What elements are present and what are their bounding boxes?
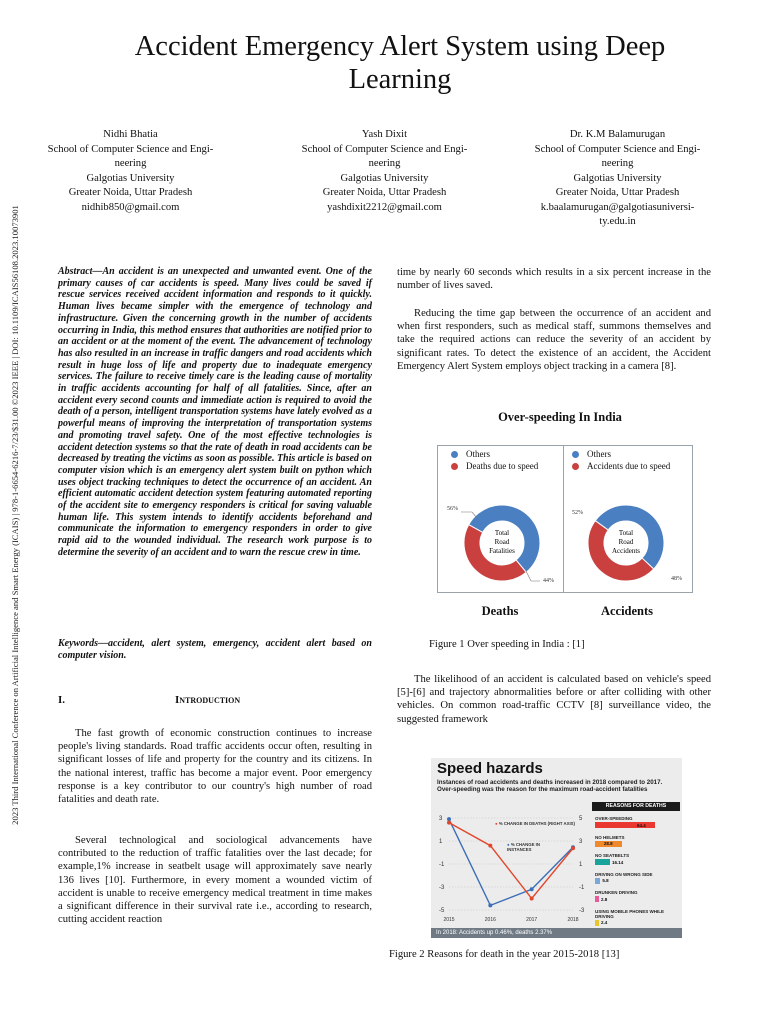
author-name: Yash Dixit [361,129,408,140]
center-label-line: Fatalities [489,547,515,555]
paper-title: Accident Emergency Alert System using Deep Learning [134,31,666,95]
right-axis-tick: 3 [579,839,583,845]
intro-paragraph-2: Several technological and sociological advancements have contributed to the reduction of traffic fatalities over the last decade; for example,1% increase in seatbelt usage will approximately save nearly 136 lives [10]. Furthermore, in every moment a wounded victim of accident is unable to receive emergency medical treatment in time makes a significant difference in their survival rate i.e., according to research, cutting accident reaction [58,835,372,926]
left-axis-tick: 1 [439,839,443,845]
figure-footnote: In 2018: Accidents up 0.46%, deaths 2.37% [431,928,682,938]
author-block-2 [287,128,482,215]
center-label-line: Accidents [612,547,640,555]
author-school-line1: School of Computer Science and Engi- [301,143,468,155]
left-axis-tick: -3 [439,885,445,891]
author-name: Nidhi Bhatia [103,129,158,140]
right-paragraph-1: time by nearly 60 seconds which results in a six percent increase in the number of lives saved. [397,267,711,292]
figure-1-caption: Figure 1 Over speeding in India : [1] [429,639,585,650]
series-point [571,846,575,850]
reason-row [595,853,681,865]
reason-bar [595,859,610,865]
x-axis-tick: 2018 [567,917,579,923]
reason-value: 28.8 [603,841,613,846]
conference-side-note: 2023 Third International Conference on Artificial Intelligence and Smart Energy (ICAIS) | 978-1-6654-6216-7/23/$31.00 ©2023 IEEE | DOI: 10.1109/ICAIS56108.2023.10073901 [10,205,20,825]
left-axis-tick: -5 [439,908,445,914]
reason-bar-wrap [595,878,681,884]
pie-subtitle-deaths: Deaths [481,604,519,618]
left-axis-tick: 3 [439,816,443,822]
reasons-header: REASONS FOR DEATHS [592,802,680,811]
line-chart [431,808,591,928]
author-city: Greater Noida, Uttar Pradesh [68,187,193,198]
center-label-line: Total [618,529,634,537]
right-paragraph-2: Reducing the time gap between the occurrence of an accident and when first responders, such as medical staff, summons themselves and take the required actions can reduce the severity of an accident by significant rates. To detect the existence of an accident, the Accident Emergency Alert System employs object tracking in a camera [8]. [397,308,711,372]
author-block-1 [33,128,228,215]
reason-row [595,890,681,902]
abstract: Abstract—An accident is an unexpected and unwanted event. One of the primary causes of car accidents is speed. Many lives could be saved if rescue services received accident information and responds to it quickly. Human lives became simpler with the emergence of technology and infrastructure. Given the concerning growth in the number of accidents occurring in India, this method ensures that authorities are notified prior to an accident or at the moment of the event. The advancement of technology has also resulted in an increase in traffic dangers and road accidents which result in huge loss of life and property due to inadequate emergency services. The failure to receive timely care is the leading cause of mortality in traffic accidents accounting for half of all fatalities. Since, after an accident every second counts and immediate action is required to avoid the death of a person, intelligent transportation systems have lately evolved as a powerful means of improving the interpretation of transportation systems and promoting travel safety. One of the most effective technologies is accident detection systems so that the rate of death in road accidents can be decreased by treating the victims as soon as possible. This article is based on computer vision which is an emergency alert system built on python which uses object tracking techniques to detect the occurrence of an accident. An efficient automatic accident detection system featuring automated reporting of the accident site to emergency responders is critical for saving valuable human life. This system intends to identify accidents beforehand and communicate the information to emergency responders in order to give rapid aid to the wounded individual. The research work purpose is to determine the severity of an accident and to warn the rescue crew in time. [58,266,372,558]
reason-label: DRUNKEN DRIVING [595,890,638,895]
right-axis-tick: -3 [579,908,585,914]
figure-title: Speed hazards [437,760,543,777]
pie-leader-lines [437,445,692,592]
right-axis-tick: 1 [579,862,583,868]
intro-paragraph-1: The fast growth of economic construction continues to increase people's living standards. Road traffic accidents occur often, resulting in significant losses of life and property for the country and its citizens. In the national interest, traffic has become a major event. Poor emergency response is a key contributor to our country's high number of road fatalities and death rate. [58,728,372,806]
reason-label: NO SEATBELTS [595,853,630,858]
author-email: k.baalamurugan@galgotiasuniversi- [540,201,695,213]
author-university: Galgotias University [573,172,662,184]
author-university: Galgotias University [340,172,429,184]
author-school-line2: neering [114,158,147,169]
author-email: yashdixit2212@gmail.com [327,201,442,213]
reason-bar-wrap [595,920,681,926]
series-point [488,844,492,848]
series-point [447,821,451,825]
reason-bar [595,920,599,926]
reason-row [595,909,681,926]
series-legend-instances: ● % CHANGE IN INSTANCES [507,842,540,852]
legend-item: Others [572,449,670,461]
series-point [488,903,492,907]
keywords: Keywords—accident, alert system, emergency, accident alert based on computer vision. [58,638,372,661]
center-label-line: Total [494,529,510,537]
x-axis-tick: 2017 [526,917,538,923]
reason-label: USING MOBILE PHONES WHILE DRIVING [595,908,665,919]
reason-value: 5.8 [602,878,609,883]
x-axis-tick: 2016 [484,917,496,923]
reason-bar-wrap [595,896,681,902]
right-axis-tick: 5 [579,816,583,822]
reason-value: 2.4 [601,920,608,925]
pie-subtitle-accidents: Accidents [600,604,654,618]
figure-subtitle: Instances of road accidents and deaths increased in 2018 compared to 2017. Over-speeding was the reason for the maximum road-accident fatalities [437,779,663,794]
reason-bar-wrap [595,841,681,847]
author-email: nidhib850@gmail.com [81,201,180,213]
author-school-line1: School of Computer Science and Engi- [47,143,214,155]
reason-value: 64.4 [637,822,646,828]
author-school-line2: neering [368,158,401,169]
chart-title: Over-speeding In India [498,410,622,424]
legend-item: Deaths due to speed [451,461,538,473]
reason-row [595,816,681,828]
reason-row [595,872,681,884]
series-legend-deaths: ● % CHANGE IN DEATHS (RIGHT AXIS) [495,821,575,826]
x-axis-tick: 2015 [443,917,455,923]
reason-bar-wrap [595,822,681,828]
reason-value: 16.14 [612,859,624,865]
series-marker-deaths: ● [495,821,498,826]
slice-label: 44% [543,578,554,584]
leader-line [461,512,477,518]
author-block-3 [520,128,715,230]
series-point [530,897,534,901]
author-school-line2: neering [601,158,634,169]
author-university: Galgotias University [86,172,175,184]
author-city: Greater Noida, Uttar Pradesh [322,187,447,198]
reason-row [595,835,681,847]
author-school-line1: School of Computer Science and Engi- [534,143,701,155]
speed-hazards-figure [431,758,682,938]
author-city: Greater Noida, Uttar Pradesh [555,187,680,198]
center-label-line: Road [494,538,510,546]
right-paragraph-3: The likelihood of an accident is calculated based on vehicle's speed [5]-[6] and trajectory abnormalities before or after colliding with other vehicles. On common road-traffic CCTV [8] surveillance video, the suggested framework [397,674,711,725]
center-label-line: Road [618,538,634,546]
slice-label: 48% [671,576,682,582]
author-name: Dr. K.M Balamurugan [569,129,666,140]
series-point [530,887,534,891]
section-number: I. [58,694,66,706]
reason-bar [595,822,655,828]
right-axis-tick: -1 [579,885,585,891]
reason-bar-wrap [595,859,681,865]
figure-2-caption: Figure 2 Reasons for death in the year 2015-2018 [13] [389,949,620,960]
series-point [447,817,451,821]
slice-label: 56% [447,506,458,512]
series-line-instances [449,819,573,905]
legend-item: Others [451,449,538,461]
leader-line [526,571,540,581]
series-marker-instances: ● [507,842,510,847]
reason-bar [595,896,599,902]
author-email-cont: ty.edu.in [599,216,636,227]
reason-label: NO HELMETS [595,834,625,840]
left-axis-tick: -1 [439,862,445,868]
reason-value: 2.8 [601,896,608,902]
slice-label: 52% [572,510,583,516]
legend-item: Accidents due to speed [572,461,670,473]
reason-label: OVER-SPEEDING [595,816,633,821]
reason-label: DRIVING ON WRONG SIDE [595,871,653,877]
section-name: Introduction [175,694,241,706]
reason-bar [595,878,600,884]
